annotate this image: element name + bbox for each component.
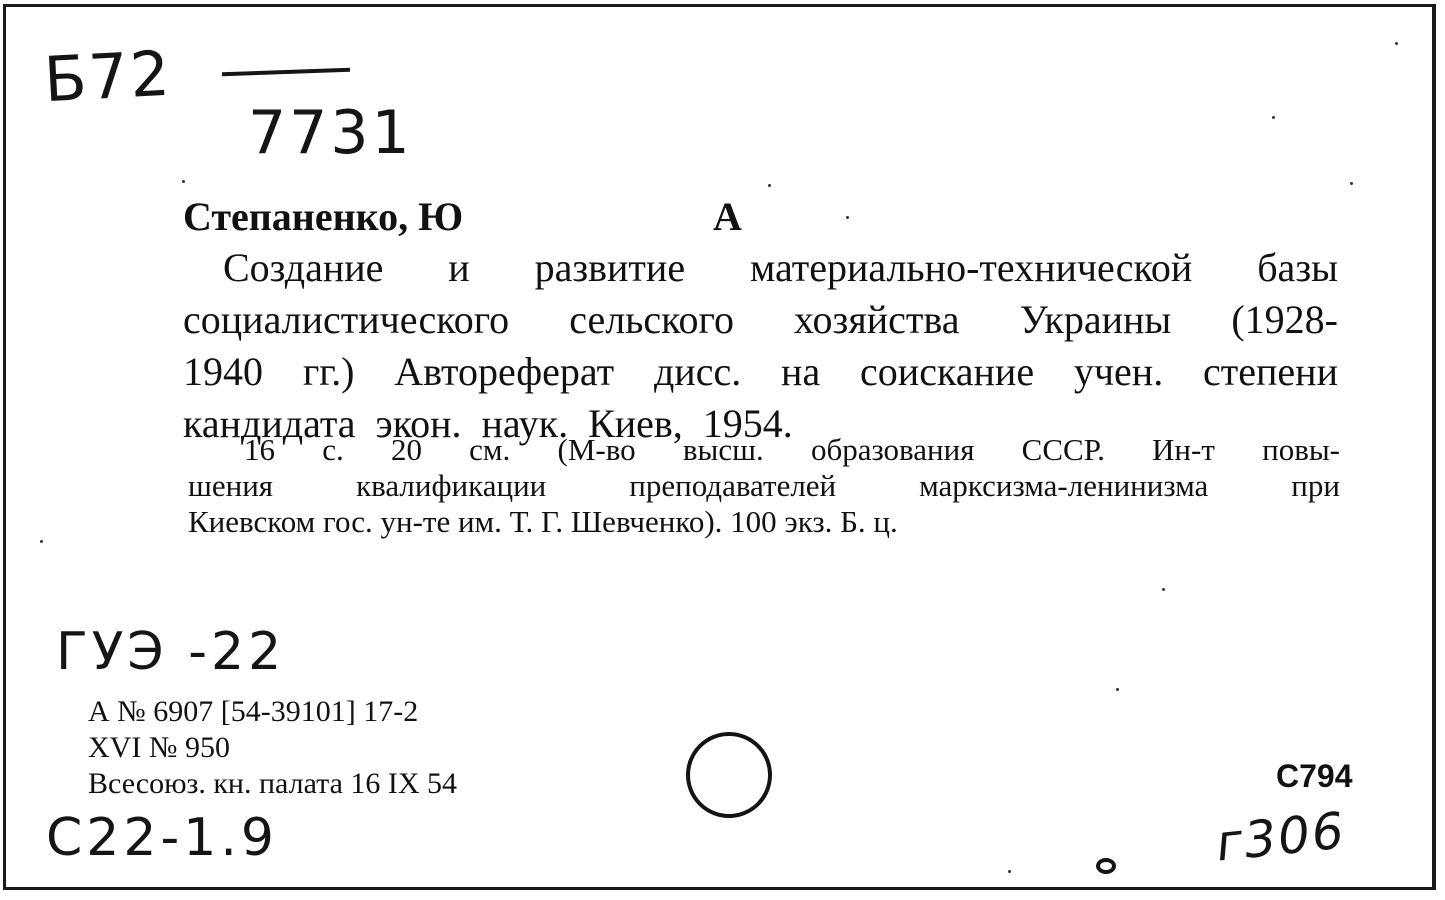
registration-block — [88, 694, 457, 802]
speck — [182, 180, 185, 183]
speck — [846, 216, 849, 219]
title-block — [183, 242, 1338, 450]
registration-line: XVI № 950 — [88, 731, 230, 764]
speck — [1008, 870, 1011, 873]
registration-line: А № 6907 [54-39101] 17-2 — [88, 695, 419, 728]
description-line: шения квалификации преподавателей марксизма-ленинизма при — [188, 468, 1340, 503]
speck — [1395, 42, 1398, 45]
speck — [40, 540, 43, 543]
small-circle-mark — [1096, 858, 1116, 874]
handwritten-code: ГУЭ -22 — [56, 622, 286, 682]
title-line: 1940 гг.) Автореферат дисс. на соискание учен. степени — [183, 349, 1338, 394]
speck — [1350, 182, 1353, 185]
registration-line: Всесоюз. кн. палата 16 IX 54 — [88, 767, 458, 800]
shelf-mark-top: Б72 — [42, 36, 174, 117]
author-initial: А — [713, 194, 742, 239]
speck — [1162, 588, 1165, 591]
description-block — [188, 432, 1340, 540]
speck — [768, 184, 771, 187]
circle-stamp — [686, 732, 772, 818]
catalog-code: С794 — [1276, 758, 1353, 794]
shelf-mark-bottom: 7731 — [248, 98, 413, 168]
speck — [1272, 116, 1275, 119]
title-line: кандидата экон. наук. Киев, 1954. — [183, 401, 793, 446]
title-line: социалистического сельского хозяйства Украины (1928- — [183, 297, 1338, 342]
title-line: Создание и развитие материально-технической базы — [223, 245, 1338, 290]
description-line: 16 с. 20 см. (М-во высш. образования СССР. Ин-т повы- — [244, 432, 1340, 467]
speck — [1116, 688, 1119, 691]
author-name: Степаненко, Ю — [183, 194, 464, 239]
price-code: г306 — [1213, 801, 1349, 873]
description-line: Киевском гос. ун-те им. Т. Г. Шевченко). 100 экз. Б. ц. — [188, 504, 898, 539]
classification-code: С22-1.9 — [46, 808, 278, 868]
